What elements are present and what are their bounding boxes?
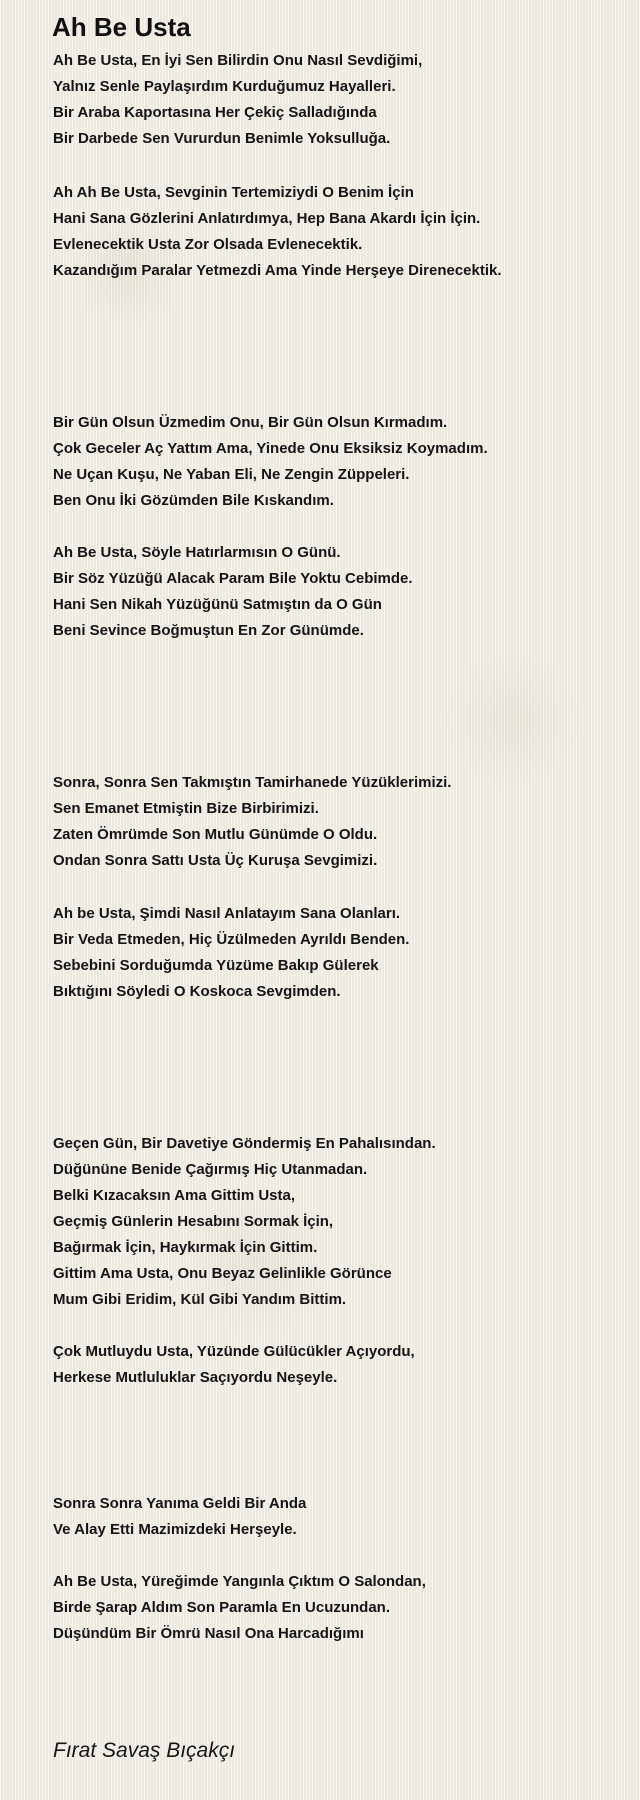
poem-line: Sen Emanet Etmiştin Bize Birbirimizi. (53, 800, 319, 817)
poem-line: Ah Ah Be Usta, Sevginin Tertemiziydi O Benim İçin (53, 184, 414, 201)
stanza-4 (53, 540, 633, 644)
stanza-7 (53, 1131, 633, 1313)
poem-line: Düşündüm Bir Ömrü Nasıl Ona Harcadığımı (53, 1625, 364, 1642)
poem-line: Ondan Sonra Sattı Usta Üç Kuruşa Sevgimizi. (53, 852, 378, 869)
poem-line: Gittim Ama Usta, Onu Beyaz Gelinlikle Görünce (53, 1265, 392, 1282)
poem-line: Bağırmak İçin, Haykırmak İçin Gittim. (53, 1239, 318, 1256)
poem-line: Ve Alay Etti Mazimizdeki Herşeyle. (53, 1521, 297, 1538)
poem-line: Geçen Gün, Bir Davetiye Göndermiş En Pahalısından. (53, 1135, 436, 1152)
poem-line: Sonra Sonra Yanıma Geldi Bir Anda (53, 1495, 307, 1512)
poem-line: Çok Mutluydu Usta, Yüzünde Gülücükler Açıyordu, (53, 1343, 415, 1360)
poem-line: Belki Kızacaksın Ama Gittim Usta, (53, 1187, 296, 1204)
stanza-10 (53, 1569, 633, 1647)
poem-line: Hani Sen Nikah Yüzüğünü Satmıştın da O Gün (53, 596, 382, 613)
poem-line: Düğününe Benide Çağırmış Hiç Utanmadan. (53, 1161, 368, 1178)
stanza-2 (53, 180, 633, 284)
poem-line: Yalnız Senle Paylaşırdım Kurduğumuz Hayalleri. (53, 78, 396, 95)
poem-line: Çok Geceler Aç Yattım Ama, Yinede Onu Eksiksiz Koymadım. (53, 440, 488, 457)
stanza-5 (53, 770, 633, 874)
stanza-1 (53, 48, 633, 152)
poem-line: Ben Onu İki Gözümden Bile Kıskandım. (53, 492, 334, 509)
poem-line: Ah Be Usta, Yüreğimde Yangınla Çıktım O Salondan, (53, 1573, 426, 1590)
poem-line: Sebebini Sorduğumda Yüzüme Bakıp Gülerek (53, 957, 379, 974)
poem-line: Bir Darbede Sen Vururdun Benimle Yoksulluğa. (53, 130, 391, 147)
poem-line: Bir Gün Olsun Üzmedim Onu, Bir Gün Olsun Kırmadım. (53, 414, 448, 431)
stanza-6 (53, 901, 633, 1005)
stanza-3 (53, 410, 633, 514)
poem-line: Ah Be Usta, Söyle Hatırlarmısın O Günü. (53, 544, 341, 561)
poem-line: Ah be Usta, Şimdi Nasıl Anlatayım Sana Olanları. (53, 905, 401, 922)
poem-line: Mum Gibi Eridim, Kül Gibi Yandım Bittim. (53, 1291, 347, 1308)
poem-line: Bıktığını Söyledi O Koskoca Sevgimden. (53, 983, 341, 1000)
poem-author: Fırat Savaş Bıçakçı (53, 1739, 236, 1762)
poem-line: Herkese Mutluluklar Saçıyordu Neşeyle. (53, 1369, 338, 1386)
poem-line: Bir Söz Yüzüğü Alacak Param Bile Yoktu Cebimde. (53, 570, 413, 587)
poem-line: Geçmiş Günlerin Hesabını Sormak İçin, (53, 1213, 334, 1230)
poem-line: Kazandığım Paralar Yetmezdi Ama Yinde Herşeye Direnecektik. (53, 262, 502, 279)
poem-line: Evlenecektik Usta Zor Olsada Evlenecektik. (53, 236, 363, 253)
poem-line: Zaten Ömrümde Son Mutlu Günümde O Oldu. (53, 826, 378, 843)
poem-line: Bir Veda Etmeden, Hiç Üzülmeden Ayrıldı Benden. (53, 931, 410, 948)
poem-line: Ah Be Usta, En İyi Sen Bilirdin Onu Nasıl Sevdiğimi, (53, 52, 423, 69)
stanza-9 (53, 1491, 633, 1543)
stanza-8 (53, 1339, 633, 1391)
poem-line: Sonra, Sonra Sen Takmıştın Tamirhanede Yüzüklerimizi. (53, 774, 452, 791)
poem-line: Bir Araba Kaportasına Her Çekiç Salladığında (53, 104, 377, 121)
poem-line: Beni Sevince Boğmuştun En Zor Günümde. (53, 622, 364, 639)
poem-line: Birde Şarap Aldım Son Paramla En Ucuzundan. (53, 1599, 391, 1616)
poem-title: Ah Be Usta (52, 12, 191, 42)
poem-line: Hani Sana Gözlerini Anlatırdımya, Hep Bana Akardı İçin İçin. (53, 210, 481, 227)
poem-line: Ne Uçan Kuşu, Ne Yaban Eli, Ne Zengin Züppeleri. (53, 466, 410, 483)
